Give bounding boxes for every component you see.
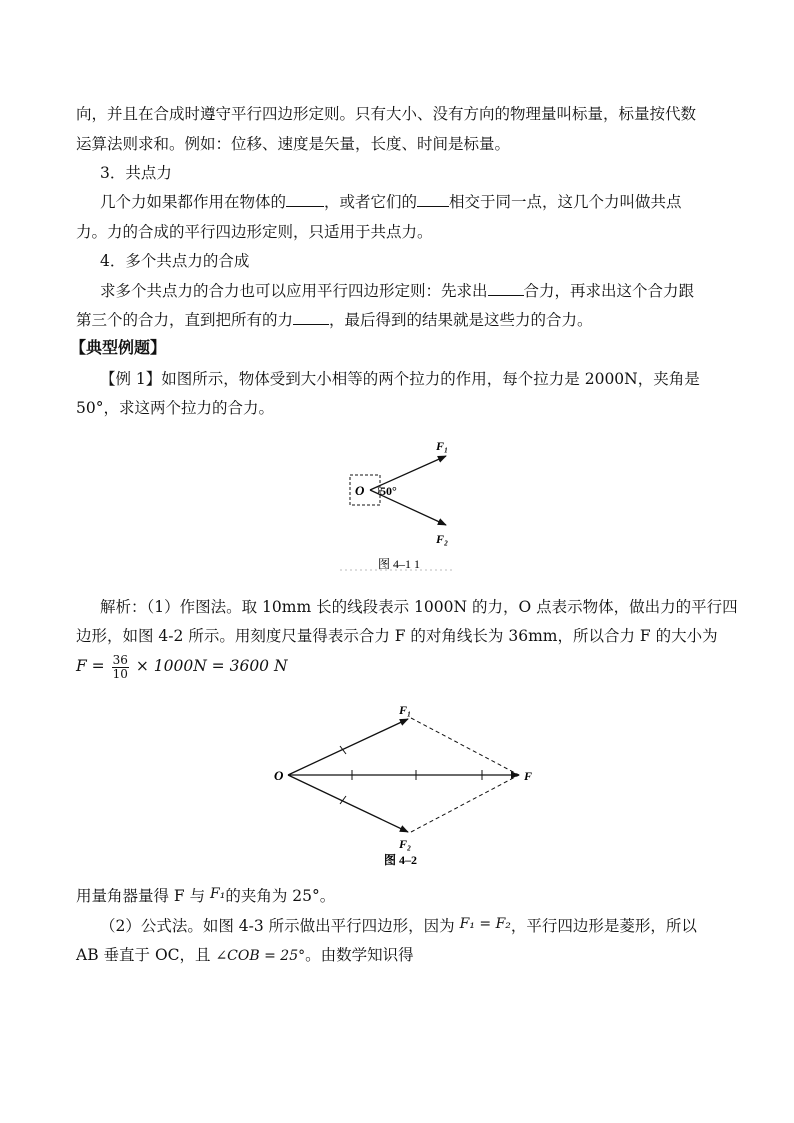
- label-f2: F₂: [436, 532, 449, 546]
- text-line: 边形，如图 4-2 所示。用刻度尺量得表示合力 F 的对角线长为 36mm，所以合力 F 的大小为: [76, 627, 718, 645]
- figure-caption: 图 4–1 1: [378, 557, 421, 571]
- figure-4-1: [336, 432, 466, 577]
- text-line: [100, 916, 697, 937]
- section-title: 【典型例题】: [70, 338, 167, 357]
- text-segment: 几个力如果都作用在物体的: [100, 193, 287, 211]
- inline-math: F₁: [210, 886, 226, 902]
- heading-4: 4．多个共点力的合成: [100, 252, 250, 270]
- parallelogram-side: [411, 718, 519, 775]
- text-segment: 用量角器量得 F 与: [76, 887, 206, 905]
- text-segment: 合力，再求出这个合力跟: [523, 282, 695, 300]
- inline-math: F₁ = F₂: [459, 916, 511, 932]
- text-segment: ，最后得到的结果就是这些力的合力。: [329, 311, 593, 329]
- label-o: O: [274, 768, 284, 783]
- text-line: 50°，求这两个拉力的合力。: [76, 399, 274, 417]
- text-line: [76, 945, 414, 966]
- label-f1: F₁: [436, 439, 449, 453]
- text-line: [76, 886, 335, 907]
- text-line-with-blanks: [76, 310, 593, 330]
- force-f2-arrow: [288, 775, 408, 832]
- figure-caption: 图 4–2: [384, 853, 418, 867]
- text-line: 向，并且在合成时遵守平行四边形定则。只有大小、没有方向的物理量叫标量，标量按代数: [76, 105, 697, 123]
- inline-math: ∠COB = 25°: [215, 948, 306, 964]
- text-line: 力。力的合成的平行四边形定则，只适用于共点力。: [76, 223, 433, 241]
- heading-3: 3．共点力: [100, 164, 172, 182]
- fill-blank: [293, 310, 329, 325]
- text-line-with-blanks: [100, 281, 694, 301]
- eq-fraction: [112, 654, 129, 681]
- eq-lhs: F =: [76, 657, 105, 675]
- text-segment: ，或者它们的: [324, 193, 418, 211]
- fill-blank: [417, 192, 449, 207]
- text-line: 运算法则求和。例如：位移、速度是矢量，长度、时间是标量。: [76, 135, 511, 153]
- eq-denominator: 10: [112, 666, 128, 681]
- text-segment: ，平行四边形是菱形，所以: [510, 917, 697, 935]
- label-o: O: [355, 483, 365, 498]
- eq-rhs: × 1000N = 3600 N: [135, 657, 288, 675]
- text-segment: 。由数学知识得: [305, 946, 414, 964]
- fill-blank: [286, 192, 324, 207]
- text-segment: （2）公式法。如图 4-3 所示做出平行四边形，因为: [100, 917, 455, 935]
- force-f1-arrow: [288, 719, 408, 775]
- eq-numerator: 36: [112, 652, 128, 667]
- text-line: 解析：（1）作图法。取 10mm 长的线段表示 1000N 的力，O 点表示物体，做出力的平行四: [100, 598, 738, 616]
- label-f1: F₁: [399, 703, 412, 717]
- label-f: F: [524, 769, 533, 783]
- label-f2: F₂: [399, 837, 412, 851]
- text-segment: 相交于同一点，这几个力叫做共点: [449, 193, 682, 211]
- text-segment: 求多个共点力的合力也可以应用平行四边形定则：先求出: [100, 282, 488, 300]
- fill-blank: [488, 281, 524, 296]
- text-segment: AB 垂直于 OC，且: [76, 946, 211, 964]
- text-segment: 的夹角为 25°。: [225, 887, 336, 905]
- angle-arc: [378, 487, 379, 494]
- label-angle: 50°: [380, 484, 397, 498]
- text-line-with-blanks: [100, 192, 682, 212]
- text-segment: 第三个的合力，直到把所有的力: [76, 311, 294, 329]
- figure-4-2: [266, 700, 546, 870]
- equation: [76, 652, 288, 681]
- parallelogram-side: [411, 775, 519, 832]
- text-line: 【例 1】如图所示，物体受到大小相等的两个拉力的作用，每个拉力是 2000N，夹角是: [100, 370, 700, 388]
